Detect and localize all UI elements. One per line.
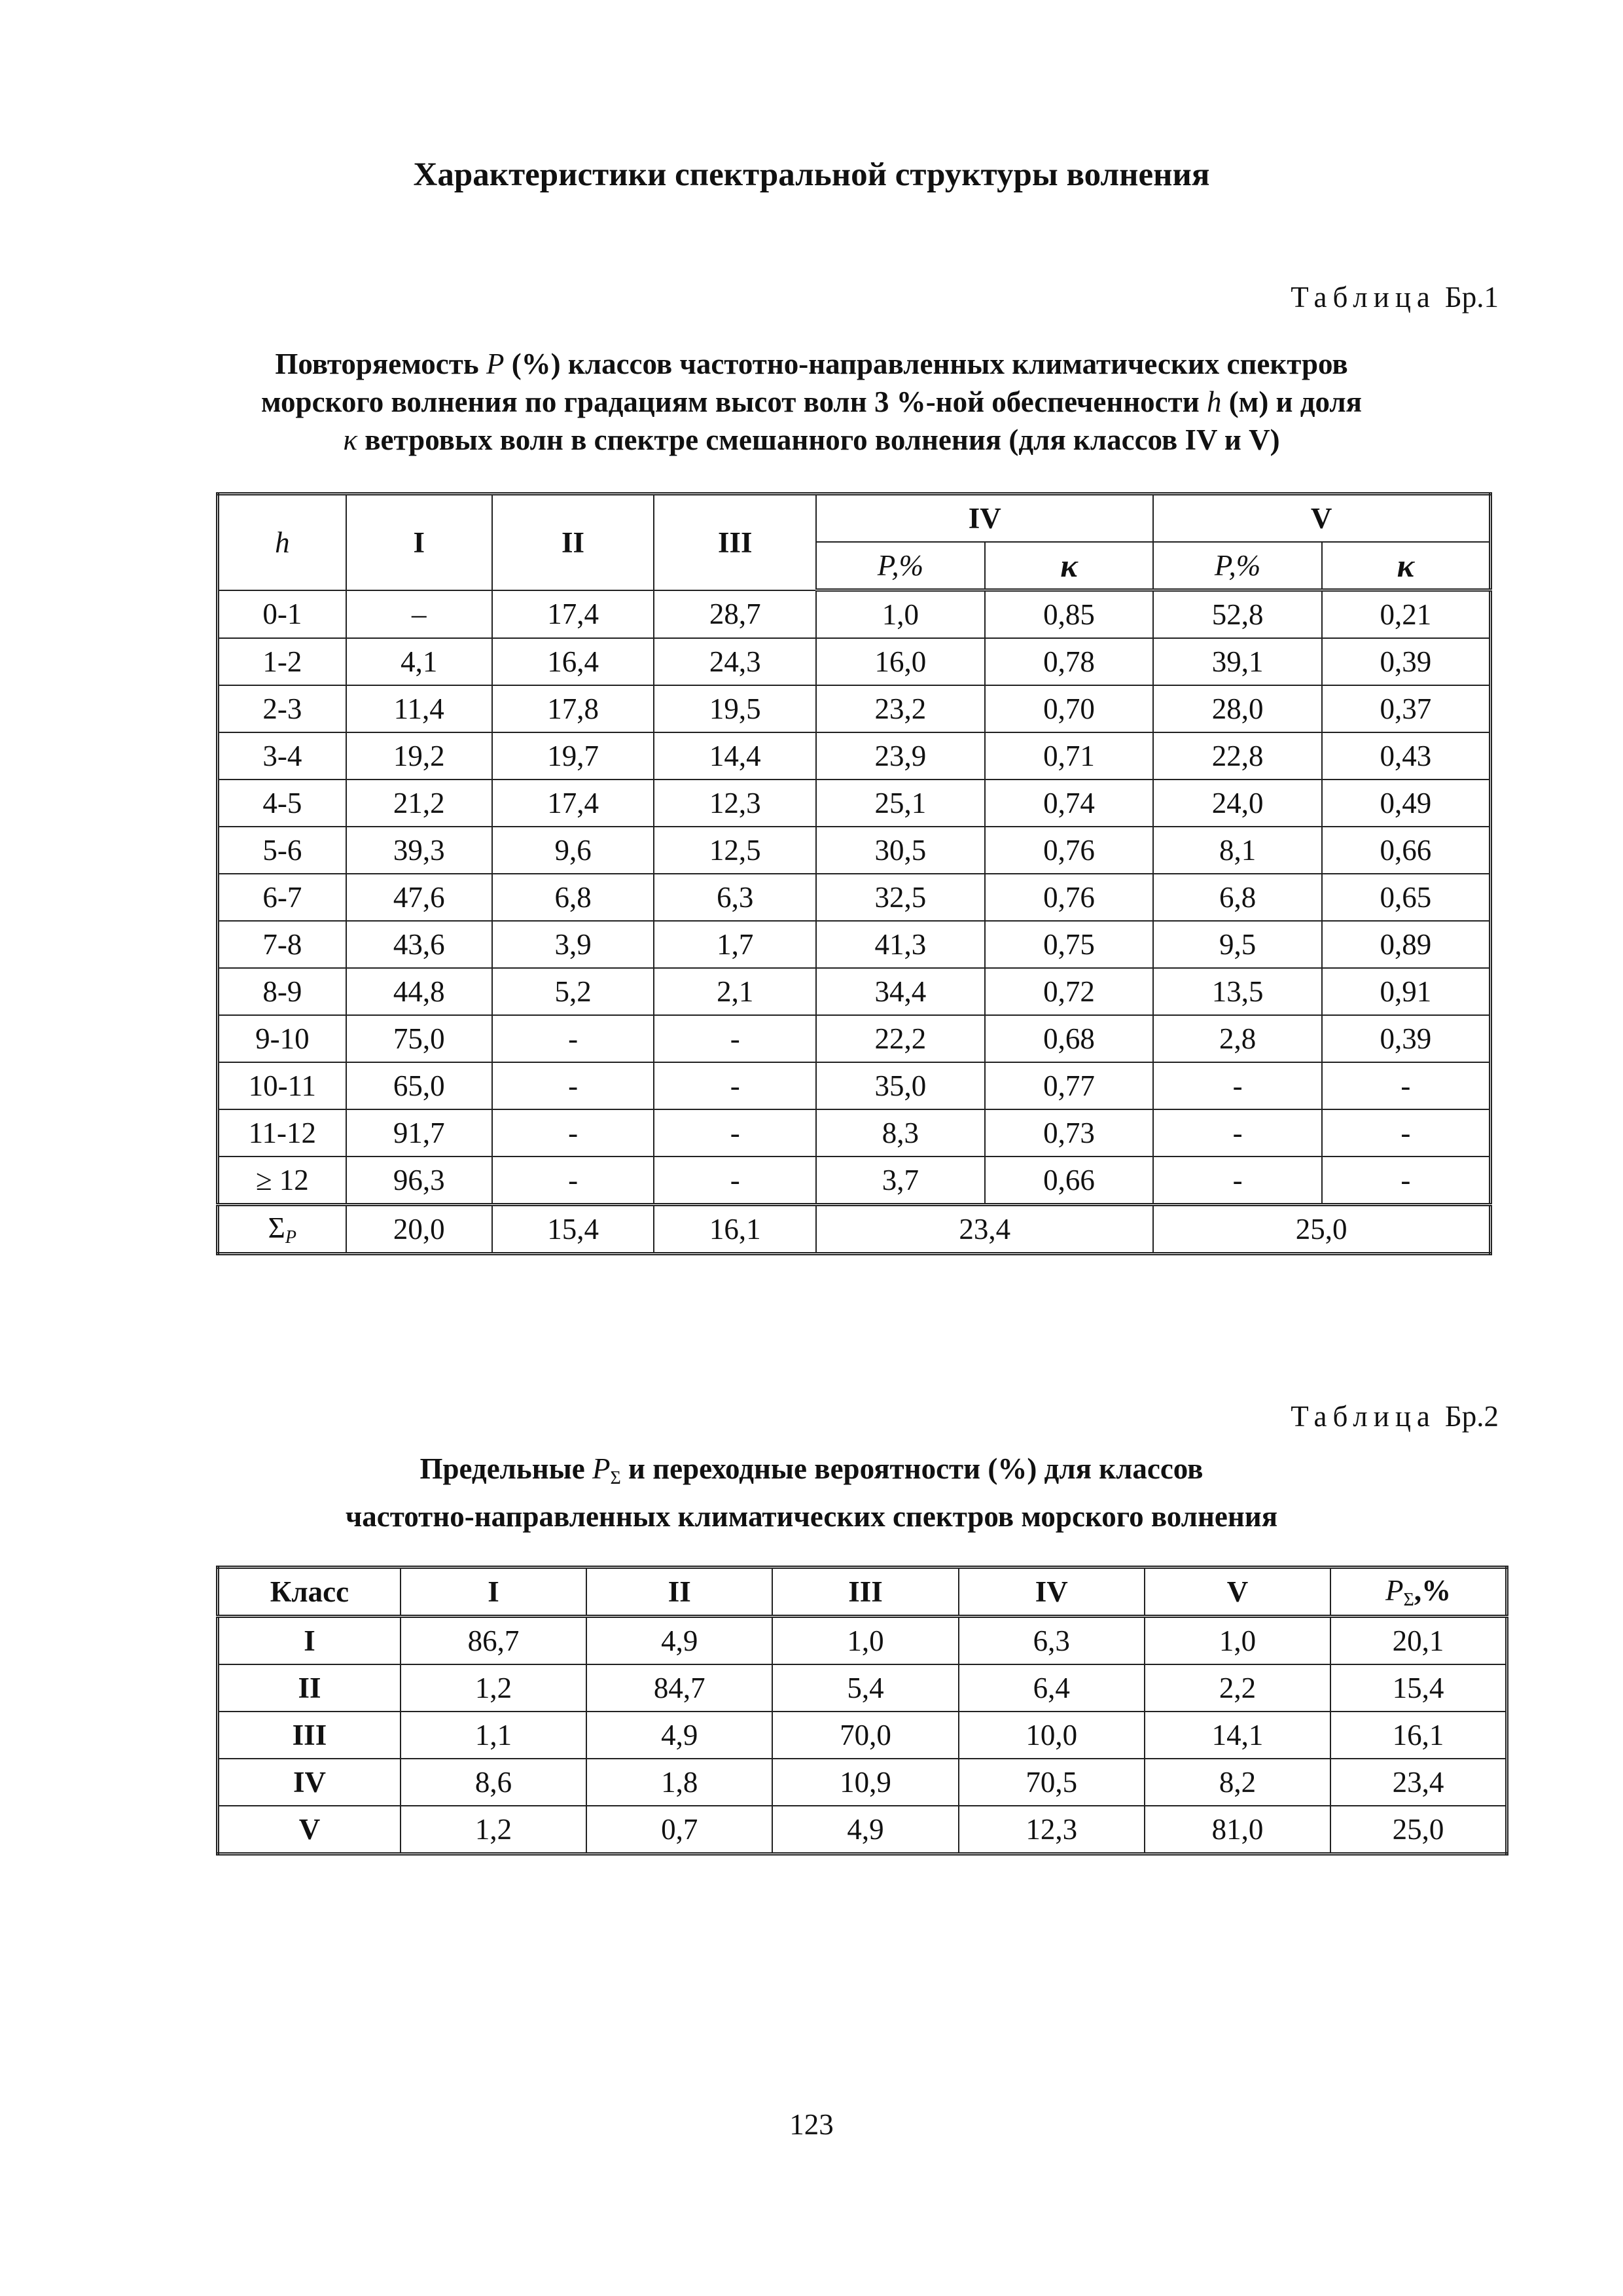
row-class: I xyxy=(218,1617,401,1665)
cell-i: 86,7 xyxy=(401,1617,586,1665)
table-row xyxy=(218,1664,1507,1712)
table-row xyxy=(218,968,1491,1015)
table-row xyxy=(218,1015,1491,1062)
cell-v-k: 0,49 xyxy=(1322,780,1491,827)
caption1-var-p: P xyxy=(486,348,505,380)
cell-iii: 1,0 xyxy=(772,1617,958,1665)
caption1-text-b: (%) классов частотно-направленных климатических спектров xyxy=(511,348,1348,380)
cell-v-p: 9,5 xyxy=(1153,921,1322,968)
cell-iii: - xyxy=(654,1157,816,1205)
cell-h: 5-6 xyxy=(218,827,346,874)
sigma-subscript: P xyxy=(285,1227,296,1247)
table-row xyxy=(218,732,1491,780)
cell-h: 4-5 xyxy=(218,780,346,827)
cell-iii: 12,3 xyxy=(654,780,816,827)
cell-v-p: 28,0 xyxy=(1153,685,1322,732)
table-row xyxy=(218,921,1491,968)
cell-p: 25,0 xyxy=(1330,1806,1507,1854)
cell-p: 15,4 xyxy=(1330,1664,1507,1712)
cell-iv: 12,3 xyxy=(959,1806,1145,1854)
header-v-kappa: κ xyxy=(1322,542,1491,590)
cell-v-k: 0,91 xyxy=(1322,968,1491,1015)
caption1-text-d: (м) и доля xyxy=(1228,386,1363,418)
cell-i: 39,3 xyxy=(346,827,492,874)
cell-iii: 28,7 xyxy=(654,590,816,639)
cell-p: 16,1 xyxy=(1330,1712,1507,1759)
cell-iv-p: 23,2 xyxy=(816,685,985,732)
cell-iv-k: 0,68 xyxy=(985,1015,1154,1062)
cell-iv-k: 0,78 xyxy=(985,638,1154,685)
cell-iii: 14,4 xyxy=(654,732,816,780)
header-p-unit: ,% xyxy=(1414,1573,1452,1607)
cell-ii: 3,9 xyxy=(492,921,654,968)
sum-v: 25,0 xyxy=(1153,1205,1490,1254)
cell-v-p: 6,8 xyxy=(1153,874,1322,921)
cell-iv-k: 0,71 xyxy=(985,732,1154,780)
cell-i: 1,2 xyxy=(401,1806,586,1854)
cell-v-k: 0,21 xyxy=(1322,590,1491,639)
cell-ii: 0,7 xyxy=(586,1806,772,1854)
cell-v-k: 0,66 xyxy=(1322,827,1491,874)
sum-iii: 16,1 xyxy=(654,1205,816,1254)
cell-v-p: - xyxy=(1153,1062,1322,1109)
cell-h: 1-2 xyxy=(218,638,346,685)
cell-h: ≥ 12 xyxy=(218,1157,346,1205)
cell-i: 75,0 xyxy=(346,1015,492,1062)
cell-i: 43,6 xyxy=(346,921,492,968)
cell-i: 19,2 xyxy=(346,732,492,780)
cell-ii: 1,8 xyxy=(586,1759,772,1806)
cell-v: 2,2 xyxy=(1145,1664,1330,1712)
cell-iii: - xyxy=(654,1109,816,1157)
table-row xyxy=(218,590,1491,639)
cell-iii: 70,0 xyxy=(772,1712,958,1759)
cell-v-k: - xyxy=(1322,1157,1491,1205)
cell-iv-p: 34,4 xyxy=(816,968,985,1015)
cell-iii: 12,5 xyxy=(654,827,816,874)
cell-iv-p: 22,2 xyxy=(816,1015,985,1062)
cell-i: 1,2 xyxy=(401,1664,586,1712)
cell-iii: - xyxy=(654,1062,816,1109)
cell-ii: 4,9 xyxy=(586,1617,772,1665)
sum-iv: 23,4 xyxy=(816,1205,1153,1254)
caption1-text-c: морского волнения по градациям высот волн 3 %-ной обеспеченности xyxy=(260,386,1200,418)
table-row xyxy=(218,1712,1507,1759)
cell-ii: 17,8 xyxy=(492,685,654,732)
cell-v: 81,0 xyxy=(1145,1806,1330,1854)
cell-iv-k: 0,66 xyxy=(985,1157,1154,1205)
cell-v-k: 0,43 xyxy=(1322,732,1491,780)
table2-label-number: Бр.2 xyxy=(1444,1400,1499,1433)
caption2-var-p-letter: P xyxy=(592,1452,611,1485)
cell-iv-p: 32,5 xyxy=(816,874,985,921)
row-class: II xyxy=(218,1664,401,1712)
cell-v-p: 8,1 xyxy=(1153,827,1322,874)
cell-v-p: 52,8 xyxy=(1153,590,1322,639)
cell-p: 23,4 xyxy=(1330,1759,1507,1806)
cell-i: 8,6 xyxy=(401,1759,586,1806)
table1-caption-line2 xyxy=(196,383,1427,421)
cell-i: 4,1 xyxy=(346,638,492,685)
table-br2 xyxy=(216,1566,1508,1856)
sum-label xyxy=(218,1205,346,1254)
cell-ii: 17,4 xyxy=(492,780,654,827)
table-row xyxy=(218,1806,1507,1854)
cell-i: 44,8 xyxy=(346,968,492,1015)
cell-h: 8-9 xyxy=(218,968,346,1015)
cell-iii: 24,3 xyxy=(654,638,816,685)
cell-iv-p: 41,3 xyxy=(816,921,985,968)
cell-ii: - xyxy=(492,1157,654,1205)
cell-h: 10-11 xyxy=(218,1062,346,1109)
row-class: III xyxy=(218,1712,401,1759)
cell-iv-p: 30,5 xyxy=(816,827,985,874)
table-row xyxy=(218,1157,1491,1205)
cell-iv-p: 23,9 xyxy=(816,732,985,780)
cell-iv-k: 0,72 xyxy=(985,968,1154,1015)
cell-iii: 10,9 xyxy=(772,1759,958,1806)
cell-ii: 5,2 xyxy=(492,968,654,1015)
cell-iv-k: 0,85 xyxy=(985,590,1154,639)
page-title: Характеристики спектральной структуры волнения xyxy=(413,156,1210,193)
header-iv-p-pct: P,% xyxy=(816,542,985,590)
cell-h: 2-3 xyxy=(218,685,346,732)
cell-iii: 19,5 xyxy=(654,685,816,732)
cell-iii: - xyxy=(654,1015,816,1062)
row-class: IV xyxy=(218,1759,401,1806)
cell-iv-p: 1,0 xyxy=(816,590,985,639)
cell-i: 1,1 xyxy=(401,1712,586,1759)
table-row xyxy=(218,874,1491,921)
cell-iii: 4,9 xyxy=(772,1806,958,1854)
sum-i: 20,0 xyxy=(346,1205,492,1254)
cell-iv-k: 0,77 xyxy=(985,1062,1154,1109)
header-class-ii: II xyxy=(492,494,654,590)
header-class-iv: IV xyxy=(959,1568,1145,1617)
table-row xyxy=(218,1617,1507,1665)
cell-v-k: 0,39 xyxy=(1322,1015,1491,1062)
cell-iv-k: 0,76 xyxy=(985,827,1154,874)
caption2-text-a: Предельные xyxy=(419,1452,585,1485)
cell-ii: 84,7 xyxy=(586,1664,772,1712)
header-class-ii: II xyxy=(586,1568,772,1617)
cell-iv-k: 0,70 xyxy=(985,685,1154,732)
cell-iv-p: 8,3 xyxy=(816,1109,985,1157)
row-class: V xyxy=(218,1806,401,1854)
header-class-iii: III xyxy=(654,494,816,590)
table2-caption xyxy=(196,1450,1427,1535)
header-class-v: V xyxy=(1153,494,1490,543)
cell-v-p: - xyxy=(1153,1109,1322,1157)
caption2-var-p-subscript: Σ xyxy=(610,1468,621,1488)
table1-caption-line1 xyxy=(196,345,1427,383)
caption1-text-a: Повторяемость xyxy=(275,348,479,380)
header-h: h xyxy=(218,494,346,590)
cell-ii: 19,7 xyxy=(492,732,654,780)
header-p-sigma xyxy=(1330,1568,1507,1617)
header-class-i: I xyxy=(401,1568,586,1617)
cell-iv: 70,5 xyxy=(959,1759,1145,1806)
caption1-text-e: ветровых волн в спектре смешанного волнения (для классов IV и V) xyxy=(365,423,1280,456)
cell-h: 11-12 xyxy=(218,1109,346,1157)
cell-v-p: 39,1 xyxy=(1153,638,1322,685)
cell-i: 91,7 xyxy=(346,1109,492,1157)
table2-label-word: Таблица xyxy=(1291,1400,1436,1433)
table-row xyxy=(218,638,1491,685)
cell-i: 65,0 xyxy=(346,1062,492,1109)
cell-iv-k: 0,73 xyxy=(985,1109,1154,1157)
caption2-text-b: и переходные вероятности (%) для классов xyxy=(628,1452,1204,1485)
header-class-v: V xyxy=(1145,1568,1330,1617)
cell-h: 3-4 xyxy=(218,732,346,780)
caption2-var-p xyxy=(592,1452,621,1488)
cell-i: 96,3 xyxy=(346,1157,492,1205)
cell-v-k: 0,39 xyxy=(1322,638,1491,685)
cell-iv: 10,0 xyxy=(959,1712,1145,1759)
sum-row xyxy=(218,1205,1491,1254)
cell-iii: 2,1 xyxy=(654,968,816,1015)
sum-ii: 15,4 xyxy=(492,1205,654,1254)
table1-label-word: Таблица xyxy=(1291,281,1436,314)
cell-iv-k: 0,75 xyxy=(985,921,1154,968)
table-row xyxy=(218,780,1491,827)
table-row xyxy=(218,1062,1491,1109)
table2-caption-line2: частотно-направленных климатических спектров морского волнения xyxy=(345,1500,1278,1533)
table2-caption-line1 xyxy=(196,1450,1427,1498)
cell-i: 11,4 xyxy=(346,685,492,732)
table-br1 xyxy=(216,492,1492,1255)
page-number: 123 xyxy=(789,2108,834,2141)
cell-iv-k: 0,74 xyxy=(985,780,1154,827)
cell-i: 47,6 xyxy=(346,874,492,921)
header-class-iv: IV xyxy=(816,494,1153,543)
table-row xyxy=(218,827,1491,874)
cell-iv: 6,3 xyxy=(959,1617,1145,1665)
cell-v-k: - xyxy=(1322,1062,1491,1109)
header-class-iii: III xyxy=(772,1568,958,1617)
header-class-i: I xyxy=(346,494,492,590)
cell-i: – xyxy=(346,590,492,639)
cell-v-k: - xyxy=(1322,1109,1491,1157)
caption1-var-kappa: κ xyxy=(343,423,357,456)
cell-h: 9-10 xyxy=(218,1015,346,1062)
caption1-var-h: h xyxy=(1206,386,1222,418)
table1-label xyxy=(1291,280,1499,314)
cell-v: 14,1 xyxy=(1145,1712,1330,1759)
table2-label xyxy=(1291,1399,1499,1433)
cell-v-p: 2,8 xyxy=(1153,1015,1322,1062)
cell-v-k: 0,37 xyxy=(1322,685,1491,732)
cell-v-p: 13,5 xyxy=(1153,968,1322,1015)
cell-p: 20,1 xyxy=(1330,1617,1507,1665)
header-class: Класс xyxy=(218,1568,401,1617)
header-iv-kappa: κ xyxy=(985,542,1154,590)
cell-v-p: - xyxy=(1153,1157,1322,1205)
cell-v: 8,2 xyxy=(1145,1759,1330,1806)
cell-ii: 9,6 xyxy=(492,827,654,874)
table1-caption-line3 xyxy=(196,421,1427,459)
cell-i: 21,2 xyxy=(346,780,492,827)
cell-iii: 1,7 xyxy=(654,921,816,968)
header-p-subscript: Σ xyxy=(1403,1589,1414,1610)
cell-ii: - xyxy=(492,1015,654,1062)
cell-iii: 6,3 xyxy=(654,874,816,921)
cell-ii: 6,8 xyxy=(492,874,654,921)
cell-v-p: 22,8 xyxy=(1153,732,1322,780)
cell-ii: 16,4 xyxy=(492,638,654,685)
sigma-symbol: Σ xyxy=(268,1211,285,1244)
cell-iv-p: 25,1 xyxy=(816,780,985,827)
cell-h: 6-7 xyxy=(218,874,346,921)
table-row xyxy=(218,685,1491,732)
cell-v-p: 24,0 xyxy=(1153,780,1322,827)
cell-v-k: 0,89 xyxy=(1322,921,1491,968)
header-v-p-pct: P,% xyxy=(1153,542,1322,590)
cell-h: 0-1 xyxy=(218,590,346,639)
cell-ii: 4,9 xyxy=(586,1712,772,1759)
cell-iv: 6,4 xyxy=(959,1664,1145,1712)
cell-iv-p: 35,0 xyxy=(816,1062,985,1109)
table-row xyxy=(218,1759,1507,1806)
cell-v: 1,0 xyxy=(1145,1617,1330,1665)
cell-ii: - xyxy=(492,1109,654,1157)
cell-iv-k: 0,76 xyxy=(985,874,1154,921)
table1-caption xyxy=(196,345,1427,459)
cell-ii: 17,4 xyxy=(492,590,654,639)
cell-v-k: 0,65 xyxy=(1322,874,1491,921)
header-p-letter: P xyxy=(1385,1573,1404,1607)
table1-label-number: Бр.1 xyxy=(1444,281,1499,314)
cell-h: 7-8 xyxy=(218,921,346,968)
cell-iv-p: 3,7 xyxy=(816,1157,985,1205)
cell-ii: - xyxy=(492,1062,654,1109)
cell-iv-p: 16,0 xyxy=(816,638,985,685)
cell-iii: 5,4 xyxy=(772,1664,958,1712)
table-row xyxy=(218,1109,1491,1157)
